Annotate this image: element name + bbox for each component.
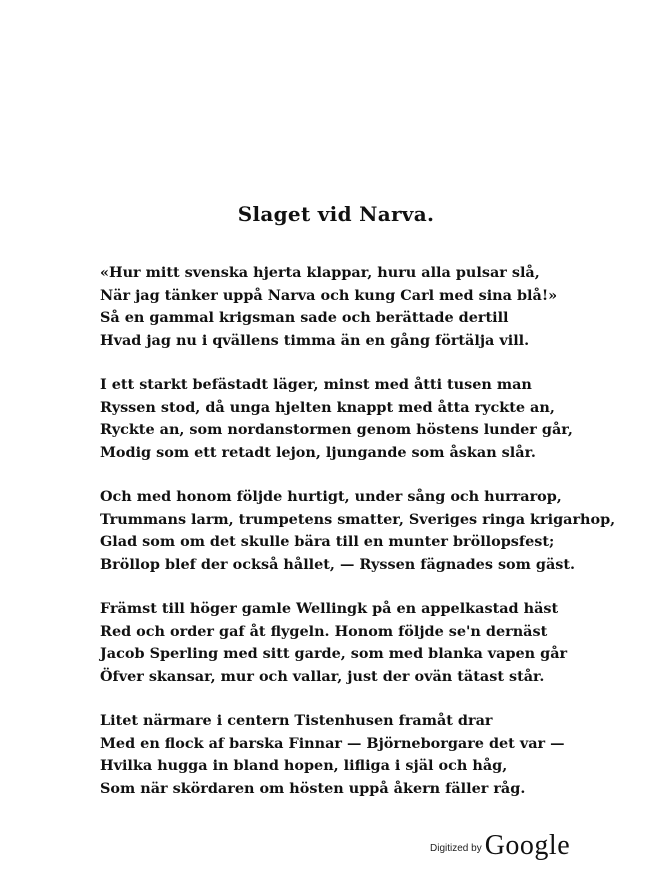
poem-line: När jag tänker uppå Narva och kung Carl med sina blå!» [100, 286, 558, 304]
stanza [100, 262, 660, 352]
stanza [100, 486, 660, 576]
poem-line: Litet närmare i centern Tistenhusen framåt drar [100, 712, 493, 729]
poem-title: Slaget vid Narva. [237, 202, 435, 226]
poem-line: I ett starkt befästadt läger, minst med åtti tusen man [100, 376, 532, 393]
poem-line: Med en flock af barska Finnar — Björneborgare det var — [100, 734, 565, 752]
poem-line: Och med honom följde hurtigt, under sång och hurrarop, [100, 488, 562, 505]
poem-line: Hvad jag nu i qvällens timma än en gång förtälja vill. [100, 331, 530, 349]
poem-line: Trummans larm, trumpetens smatter, Sveriges ringa krigarhop, [100, 510, 616, 528]
poem-line: Så en gammal krigsman sade och berättade dertill [100, 309, 509, 326]
poem-line: Ryssen stod, då unga hjelten knappt med åtta ryckte an, [100, 398, 555, 416]
digitized-prefix: Digitized by [430, 843, 482, 854]
poem-line: Hvilka hugga in bland hopen, lifliga i själ och håg, [100, 757, 508, 774]
stanza [100, 598, 660, 688]
poem-line: Red och order gaf åt flygeln. Honom följde se'n dernäst [100, 622, 548, 640]
poem-line: Jacob Sperling med sitt garde, som med blanka vapen går [100, 645, 568, 662]
poem-line: Ryckte an, som nordanstormen genom höstens lunder går, [100, 421, 573, 438]
poem-line: Som när skördaren om hösten uppå åkern fäller råg. [100, 779, 526, 797]
poem-line: Öfver skansar, mur och vallar, just der ovän tätast står. [100, 667, 545, 685]
poem-line: Modig som ett retadt lejon, ljungande som åskan slår. [100, 443, 536, 461]
google-logo: Google [484, 830, 571, 861]
stanza [100, 374, 660, 464]
poem-line: Främst till höger gamle Wellingk på en appelkastad häst [100, 600, 559, 617]
poem-line: «Hur mitt svenska hjerta klappar, huru alla pulsar slå, [100, 264, 540, 281]
stanza [100, 710, 660, 800]
poem-body [100, 262, 660, 822]
digitized-by-watermark [430, 832, 570, 860]
poem-line: Bröllop blef der också hållet, — Ryssen fägnades som gäst. [100, 555, 576, 573]
poem-line: Glad som om det skulle bära till en munter bröllopsfest; [100, 533, 555, 550]
